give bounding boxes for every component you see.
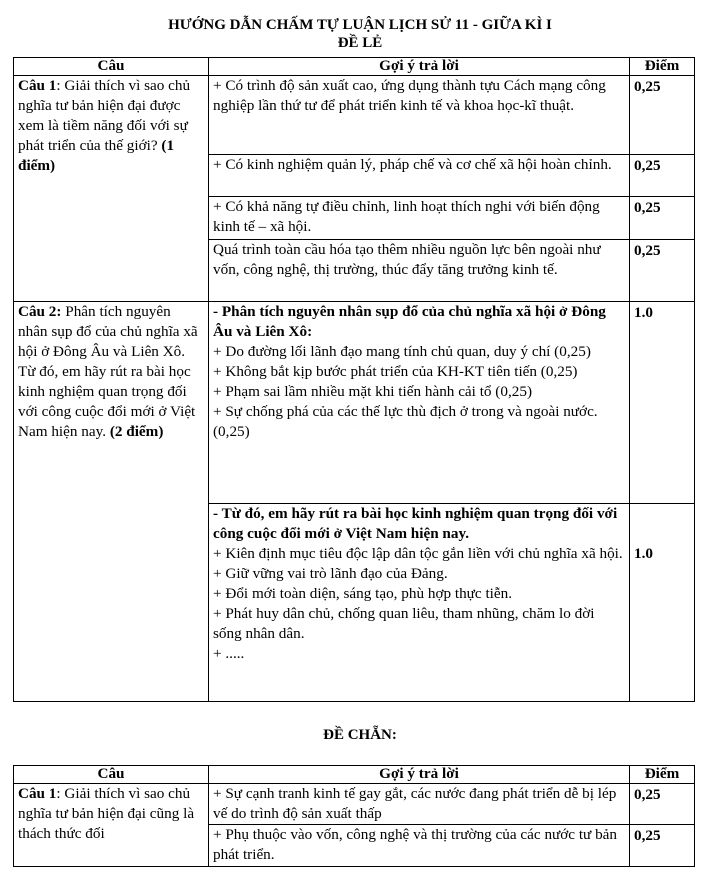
header-question: Câu bbox=[14, 58, 209, 76]
score-cell: 0,25 bbox=[630, 197, 695, 240]
header-score: Điểm bbox=[630, 766, 695, 784]
answer-line: + Do đường lối lãnh đạo mang tính chủ quan, duy ý chí (0,25) bbox=[213, 343, 591, 360]
question-2-cell bbox=[14, 302, 209, 702]
question-points: (1 điểm) bbox=[18, 137, 175, 174]
question-text: : Giải thích vì sao chủ nghĩa tư bản hiện đại cũng là thách thức đối bbox=[18, 785, 195, 842]
answer-cell: + Phụ thuộc vào vốn, công nghệ và thị trường của các nước tư bản phát triển. bbox=[209, 825, 630, 867]
answer-cell: + Có khả năng tự điều chỉnh, linh hoạt thích nghi với biến động kinh tế – xã hội. bbox=[209, 197, 630, 240]
header-answer: Gợi ý trả lời bbox=[209, 766, 630, 784]
answer-heading: - Phân tích nguyên nhân sụp đổ của chủ nghĩa xã hội ở Đông Âu và Liên Xô: bbox=[213, 303, 606, 340]
answer-line: + Không bắt kịp bước phát triển của KH-KT tiên tiến (0,25) bbox=[213, 363, 578, 380]
answer-line: + Kiên định mục tiêu độc lập dân tộc gắn liền với chủ nghĩa xã hội. bbox=[213, 545, 623, 562]
question-points: (2 điểm) bbox=[109, 423, 164, 440]
question-label: Câu 2: bbox=[18, 303, 62, 320]
question-label: Câu 1 bbox=[18, 785, 57, 802]
header-question: Câu bbox=[14, 766, 209, 784]
header-answer: Gợi ý trả lời bbox=[209, 58, 630, 76]
answer-line: + ..... bbox=[213, 645, 245, 662]
answer-cell: Quá trình toàn cầu hóa tạo thêm nhiều nguồn lực bên ngoài như vốn, công nghệ, thị trường, thúc đẩy tăng trưởng kinh tế. bbox=[209, 240, 630, 302]
answer-cell: + Có trình độ sản xuất cao, ứng dụng thành tựu Cách mạng công nghiệp lần thứ tư để phát triển kinh tế và khoa học-kĩ thuật. bbox=[209, 76, 630, 155]
answer-cell bbox=[209, 302, 630, 504]
score-cell: 0,25 bbox=[630, 76, 695, 155]
score-cell: 0,25 bbox=[630, 155, 695, 197]
question-1-cell bbox=[14, 76, 209, 302]
grading-table-de-le bbox=[13, 57, 695, 702]
answer-line: + Giữ vững vai trò lãnh đạo của Đảng. bbox=[213, 565, 448, 582]
question-1-cell bbox=[14, 784, 209, 867]
answer-line: + Sự chống phá của các thế lực thù địch ở trong và ngoài nước. (0,25) bbox=[213, 403, 598, 440]
score-cell: 0,25 bbox=[630, 784, 695, 825]
answer-cell: + Sự cạnh tranh kinh tế gay gắt, các nước đang phát triển dễ bị lép vế do trình độ sản xuất thấp bbox=[209, 784, 630, 825]
answer-heading: - Từ đó, em hãy rút ra bài học kinh nghiệm quan trọng đối với công cuộc đổi mới ở Việt Nam hiện nay. bbox=[213, 505, 618, 542]
grading-table-de-chan bbox=[13, 765, 695, 867]
answer-line: + Phát huy dân chủ, chống quan liêu, tham nhũng, chăm lo đời sống nhân dân. bbox=[213, 605, 595, 642]
answer-cell: + Có kinh nghiệm quản lý, pháp chế và cơ chế xã hội hoàn chỉnh. bbox=[209, 155, 630, 197]
header-score: Điểm bbox=[630, 58, 695, 76]
page-title: HƯỚNG DẪN CHẤM TỰ LUẬN LỊCH SỬ 11 - GIỮA KÌ I bbox=[168, 17, 552, 33]
question-text: Phân tích nguyên nhân sụp đổ của chủ nghĩa xã hội ở Đông Âu và Liên Xô. Từ đó, em hãy rút ra bài học kinh nghiệm quan trọng đối với công cuộc đổi mới ở Việt Nam hiện nay. bbox=[18, 303, 198, 440]
question-text: : Giải thích vì sao chủ nghĩa tư bản hiện đại được xem là tiềm năng đối với sự phát triển của thế giới? bbox=[18, 77, 191, 154]
section-title-de-chan: ĐỀ CHẴN: bbox=[323, 727, 397, 743]
page-subtitle: ĐỀ LẺ bbox=[337, 35, 383, 51]
question-label: Câu 1 bbox=[18, 77, 57, 94]
score-cell: 0,25 bbox=[630, 240, 695, 302]
score-cell: 1.0 bbox=[630, 302, 695, 504]
answer-line: + Phạm sai lầm nhiều mặt khi tiến hành cải tổ (0,25) bbox=[213, 383, 532, 400]
score-cell: 1.0 bbox=[630, 504, 695, 702]
score-cell: 0,25 bbox=[630, 825, 695, 867]
answer-line: + Đổi mới toàn diện, sáng tạo, phù hợp thực tiễn. bbox=[213, 585, 513, 602]
answer-cell bbox=[209, 504, 630, 702]
